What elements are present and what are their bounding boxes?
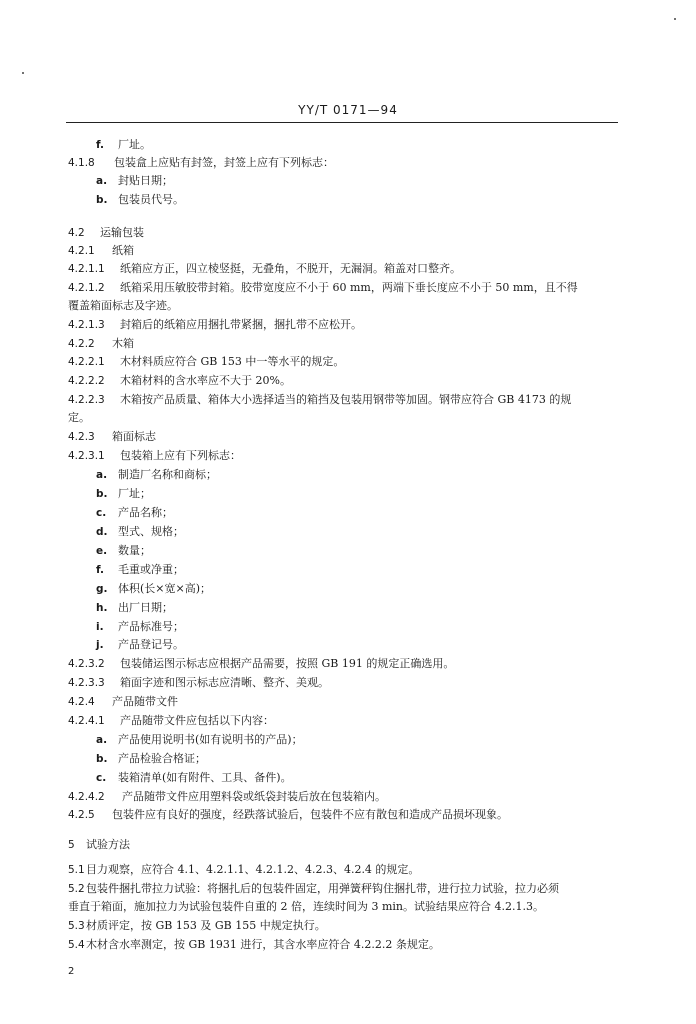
list-marker: e. xyxy=(96,545,108,557)
list-marker: d. xyxy=(96,526,108,538)
line-text: 产品检验合格证； xyxy=(118,752,206,765)
line-text: 箱面标志 xyxy=(112,430,156,443)
clause-number: 5 xyxy=(68,839,75,851)
clause-number: 5.1 xyxy=(68,864,85,876)
line-text: 产品随带文件应包括以下内容： xyxy=(120,714,274,727)
clause-number: 4.2.1.1 xyxy=(68,263,105,275)
line-text: 覆盖箱面标志及字迹。 xyxy=(68,299,178,312)
list-marker: b. xyxy=(96,194,108,206)
line-text: 包装盒上应贴有封签，封签上应有下列标志： xyxy=(114,156,334,169)
line-text: 定。 xyxy=(68,411,90,424)
clause-number: 4.2.3.1 xyxy=(68,450,105,462)
line-text: 制造厂名称和商标； xyxy=(118,468,217,481)
line-text: 木材料质应符合 GB 153 中一等水平的规定。 xyxy=(120,355,345,368)
line-text: 木箱材料的含水率应不大于 20%。 xyxy=(120,374,291,387)
line-text: 运输包装 xyxy=(100,226,144,239)
clause-number: 4.2.2 xyxy=(68,338,95,350)
line-text: 封箱后的纸箱应用捆扎带紧捆，捆扎带不应松开。 xyxy=(120,318,362,331)
line-text: 垂直于箱面，施加拉力为试验包装件自重的 2 倍，连续时间为 3 min。试验结果应符合 4.2.1.3。 xyxy=(68,900,544,913)
clause-number: 4.2.2.2 xyxy=(68,375,105,387)
page-number: 2 xyxy=(68,966,75,977)
clause-number: 4.2 xyxy=(68,227,85,239)
line-text: 装箱清单(如有附件、工具、备件)。 xyxy=(118,771,292,784)
line-text: 厂址； xyxy=(118,487,151,500)
list-marker: g. xyxy=(96,583,108,595)
list-marker: f. xyxy=(96,564,104,576)
line-text: 目力观察，应符合 4.1、4.2.1.1、4.2.1.2、4.2.3、4.2.4 的规定。 xyxy=(86,863,420,876)
line-text: 纸箱 xyxy=(112,244,134,257)
clause-number: 4.2.2.1 xyxy=(68,356,105,368)
clause-number: 4.2.4 xyxy=(68,696,95,708)
line-text: 体积(长×宽×高)； xyxy=(118,582,212,595)
line-text: 包装件捆扎带拉力试验：将捆扎后的包装件固定，用弹簧秤钩住捆扎带，进行拉力试验，拉力必须 xyxy=(86,882,559,895)
line-text: 箱面字迹和图示标志应清晰、整齐、美观。 xyxy=(120,676,329,689)
line-text: 厂址。 xyxy=(118,138,151,151)
list-marker: f. xyxy=(96,139,104,151)
line-text: 纸箱采用压敏胶带封箱。胶带宽度应不小于 60 mm，两端下垂长度应不小于 50 mm，且不得 xyxy=(120,281,578,294)
header-rule xyxy=(66,122,618,123)
line-text: 出厂日期； xyxy=(118,601,173,614)
list-marker: h. xyxy=(96,602,108,614)
clause-number: 4.1.8 xyxy=(68,157,95,169)
clause-number: 4.2.1.3 xyxy=(68,319,105,331)
clause-number: 4.2.3 xyxy=(68,431,95,443)
line-text: 包装箱上应有下列标志： xyxy=(120,449,241,462)
document-header: YY/T 0171—94 xyxy=(298,103,398,117)
clause-number: 4.2.3.3 xyxy=(68,677,105,689)
line-text: 包装储运图示标志应根据产品需要，按照 GB 191 的规定正确选用。 xyxy=(120,657,455,670)
clause-number: 4.2.5 xyxy=(68,809,95,821)
line-text: 产品随带文件 xyxy=(112,695,178,708)
list-marker: b. xyxy=(96,488,108,500)
line-text: 封贴日期； xyxy=(118,174,173,187)
clause-number: 4.2.4.2 xyxy=(68,791,105,803)
line-text: 产品标准号； xyxy=(118,620,184,633)
line-text: 产品名称； xyxy=(118,506,173,519)
line-text: 毛重或净重； xyxy=(118,563,184,576)
line-text: 材质评定，按 GB 153 及 GB 155 中规定执行。 xyxy=(86,919,326,932)
list-marker: a. xyxy=(96,469,108,481)
list-marker: a. xyxy=(96,734,108,746)
clause-number: 5.3 xyxy=(68,920,85,932)
line-text: 纸箱应方正，四立棱竖挺，无叠角，不脱开，无漏洞。箱盖对口整齐。 xyxy=(120,262,461,275)
scan-speck xyxy=(22,72,24,74)
line-text: 型式、规格； xyxy=(118,525,184,538)
line-text: 产品随带文件应用塑料袋或纸袋封装后放在包装箱内。 xyxy=(122,790,386,803)
list-marker: j. xyxy=(96,639,104,651)
list-marker: c. xyxy=(96,772,107,784)
clause-number: 4.2.4.1 xyxy=(68,715,105,727)
list-marker: a. xyxy=(96,175,108,187)
clause-number: 4.2.1.2 xyxy=(68,282,105,294)
scan-speck xyxy=(674,18,676,20)
line-text: 产品登记号。 xyxy=(118,638,184,651)
clause-number: 5.4 xyxy=(68,939,85,951)
line-text: 数量； xyxy=(118,544,151,557)
list-marker: b. xyxy=(96,753,108,765)
line-text: 木材含水率测定，按 GB 1931 进行，其含水率应符合 4.2.2.2 条规定。 xyxy=(86,938,440,951)
line-text: 木箱 xyxy=(112,337,134,350)
line-text: 试验方法 xyxy=(86,838,130,851)
line-text: 包装件应有良好的强度，经跌落试验后，包装件不应有散包和造成产品损坏现象。 xyxy=(112,808,508,821)
clause-number: 4.2.1 xyxy=(68,245,95,257)
line-text: 产品使用说明书(如有说明书的产品)； xyxy=(118,733,303,746)
clause-number: 4.2.3.2 xyxy=(68,658,105,670)
list-marker: i. xyxy=(96,621,104,633)
clause-number: 4.2.2.3 xyxy=(68,394,105,406)
line-text: 包装员代号。 xyxy=(118,193,184,206)
list-marker: c. xyxy=(96,507,107,519)
line-text: 木箱按产品质量、箱体大小选择适当的箱挡及包装用钢带等加固。钢带应符合 GB 4173 的规 xyxy=(120,393,572,406)
clause-number: 5.2 xyxy=(68,883,85,895)
